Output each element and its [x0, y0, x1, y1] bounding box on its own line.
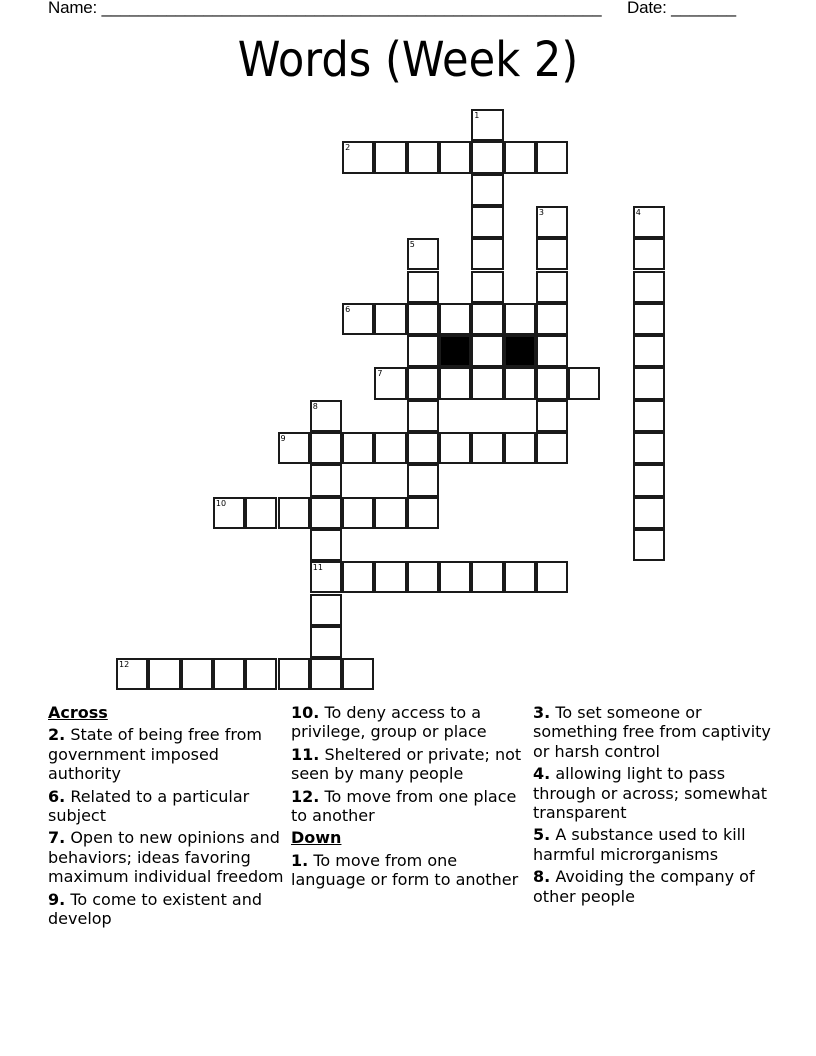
clue-number-label: 11 [312, 563, 323, 573]
clues-column-1 [48, 703, 288, 931]
clue-number-label: 12 [119, 660, 130, 670]
grid-cell[interactable] [439, 561, 471, 593]
grid-cell[interactable] [633, 400, 665, 432]
grid-cell[interactable] [633, 238, 665, 270]
grid-cell[interactable] [633, 335, 665, 367]
black-cell [504, 335, 536, 367]
clue-text: State of being free from government imposed authority [48, 725, 262, 784]
grid-cell[interactable] [536, 367, 568, 399]
grid-cell[interactable] [471, 141, 503, 173]
grid-cell[interactable] [536, 238, 568, 270]
grid-cell[interactable] [310, 626, 342, 658]
grid-cell[interactable] [471, 335, 503, 367]
clue-down-4 [533, 764, 773, 822]
clue-across-12 [291, 787, 531, 826]
clue-down-5 [533, 825, 773, 864]
clue-number-label: 3 [538, 207, 544, 217]
grid-cell[interactable] [471, 206, 503, 238]
clue-number-label: 8 [312, 401, 318, 411]
grid-cell[interactable] [633, 271, 665, 303]
grid-cell[interactable] [536, 432, 568, 464]
grid-cell[interactable] [633, 206, 665, 238]
grid-cell[interactable] [407, 141, 439, 173]
grid-cell[interactable] [633, 529, 665, 561]
grid-cell[interactable] [213, 497, 245, 529]
clue-number-label: 1 [474, 111, 480, 120]
grid-cell[interactable] [633, 497, 665, 529]
clue-down-8 [533, 867, 773, 906]
grid-cell[interactable] [633, 432, 665, 464]
across-heading: Across [48, 703, 108, 722]
clue-across-11 [291, 745, 531, 784]
clue-number: 2. [48, 725, 66, 745]
clue-down-3 [533, 703, 773, 761]
grid-cell[interactable] [374, 303, 406, 335]
clues-column-3 [533, 703, 773, 909]
grid-cell[interactable] [310, 400, 342, 432]
page-title: Words (Week 2) [237, 32, 579, 88]
grid-cell[interactable] [310, 432, 342, 464]
clue-number: 1. [291, 850, 309, 870]
grid-cell[interactable] [407, 464, 439, 496]
grid-cell[interactable] [278, 497, 310, 529]
grid-cell[interactable] [471, 367, 503, 399]
grid-cell[interactable] [310, 529, 342, 561]
grid-cell[interactable] [116, 658, 148, 690]
grid-cell[interactable] [471, 432, 503, 464]
grid-cell[interactable] [407, 400, 439, 432]
grid-cell[interactable] [407, 561, 439, 593]
clue-number: 8. [533, 867, 551, 887]
grid-cell[interactable] [536, 206, 568, 238]
grid-cell[interactable] [278, 432, 310, 464]
clue-text: allowing light to pass through or across; somewhat transparent [533, 764, 768, 823]
grid-cell[interactable] [148, 658, 180, 690]
clue-text: A substance used to kill harmful microrganisms [533, 825, 746, 864]
grid-cell[interactable] [310, 497, 342, 529]
grid-cell[interactable] [504, 561, 536, 593]
grid-cell[interactable] [310, 658, 342, 690]
grid-cell[interactable] [471, 174, 503, 206]
grid-cell[interactable] [504, 432, 536, 464]
grid-cell[interactable] [536, 400, 568, 432]
grid-cell[interactable] [504, 141, 536, 173]
grid-cell[interactable] [407, 497, 439, 529]
grid-cell[interactable] [342, 141, 374, 173]
grid-cell[interactable] [504, 367, 536, 399]
grid-cell[interactable] [471, 238, 503, 270]
grid-cell[interactable] [213, 658, 245, 690]
grid-cell[interactable] [407, 335, 439, 367]
grid-cell[interactable] [374, 141, 406, 173]
grid-cell[interactable] [471, 303, 503, 335]
grid-cell[interactable] [374, 497, 406, 529]
grid-cell[interactable] [471, 271, 503, 303]
clue-text: Sheltered or private; not seen by many people [291, 744, 522, 784]
grid-cell[interactable] [439, 303, 471, 335]
grid-cell[interactable] [633, 367, 665, 399]
clue-across-2 [48, 725, 288, 783]
grid-cell[interactable] [278, 658, 310, 690]
grid-cell[interactable] [536, 141, 568, 173]
name-field-label: Name: ______________________________________________________ [48, 0, 602, 17]
clue-across-10 [291, 703, 531, 742]
grid-cell[interactable] [245, 497, 277, 529]
grid-cell[interactable] [342, 432, 374, 464]
grid-cell[interactable] [536, 561, 568, 593]
grid-cell[interactable] [342, 561, 374, 593]
grid-cell[interactable] [504, 303, 536, 335]
clue-down-1 [291, 851, 531, 890]
clue-number: 5. [533, 825, 551, 845]
grid-cell[interactable] [374, 561, 406, 593]
clue-text: Open to new opinions and behaviors; ideas favoring maximum individual freedom [48, 828, 284, 887]
clue-number-label: 5 [409, 240, 415, 250]
clue-number: 9. [48, 889, 66, 909]
grid-cell[interactable] [342, 303, 374, 335]
clue-text: To set someone or something free from captivity or harsh control [533, 703, 771, 761]
clue-number-label: 9 [280, 434, 286, 443]
grid-cell[interactable] [407, 303, 439, 335]
down-heading: Down [291, 828, 342, 848]
grid-cell[interactable] [374, 432, 406, 464]
grid-cell[interactable] [439, 367, 471, 399]
grid-cell[interactable] [374, 367, 406, 399]
clue-number: 6. [48, 786, 66, 806]
clue-text: To come to existent and develop [48, 889, 263, 929]
clue-across-6 [48, 787, 288, 826]
clue-number-label: 2 [345, 143, 351, 153]
grid-cell[interactable] [407, 367, 439, 399]
clues-column-2 [291, 703, 531, 893]
grid-cell[interactable] [342, 658, 374, 690]
grid-cell[interactable] [439, 432, 471, 464]
grid-cell[interactable] [471, 109, 503, 141]
grid-cell[interactable] [633, 464, 665, 496]
grid-cell[interactable] [536, 271, 568, 303]
clue-number: 4. [533, 764, 551, 784]
clue-text: To deny access to a privilege, group or place [291, 703, 487, 742]
clue-across-7 [48, 828, 288, 886]
grid-cell[interactable] [310, 561, 342, 593]
clue-text: Avoiding the company of other people [533, 867, 755, 906]
grid-cell[interactable] [536, 303, 568, 335]
grid-cell[interactable] [181, 658, 213, 690]
date-field-label: Date: _______ [627, 0, 736, 17]
grid-cell[interactable] [568, 367, 600, 399]
clue-number: 12. [291, 786, 320, 806]
grid-cell[interactable] [407, 238, 439, 270]
grid-cell[interactable] [633, 303, 665, 335]
clue-number-label: 7 [377, 369, 383, 379]
clue-number: 7. [48, 828, 66, 848]
clue-number: 11. [291, 744, 320, 764]
grid-cell[interactable] [536, 335, 568, 367]
clue-number-label: 6 [345, 304, 351, 314]
grid-cell[interactable] [310, 464, 342, 496]
grid-cell[interactable] [439, 141, 471, 173]
grid-cell[interactable] [310, 594, 342, 626]
clue-number: 3. [533, 703, 551, 722]
black-cell [439, 335, 471, 367]
clue-number-label: 4 [635, 207, 641, 217]
clue-text: Related to a particular subject [48, 786, 250, 826]
clue-text: To move from one place to another [291, 786, 517, 826]
clue-text: To move from one language or form to another [291, 850, 519, 890]
clue-across-9 [48, 890, 288, 929]
clue-number: 10. [291, 703, 320, 722]
grid-cell[interactable] [407, 271, 439, 303]
grid-cell[interactable] [407, 432, 439, 464]
clue-number-label: 10 [215, 498, 227, 508]
grid-cell[interactable] [471, 561, 503, 593]
grid-cell[interactable] [342, 497, 374, 529]
grid-cell[interactable] [245, 658, 277, 690]
